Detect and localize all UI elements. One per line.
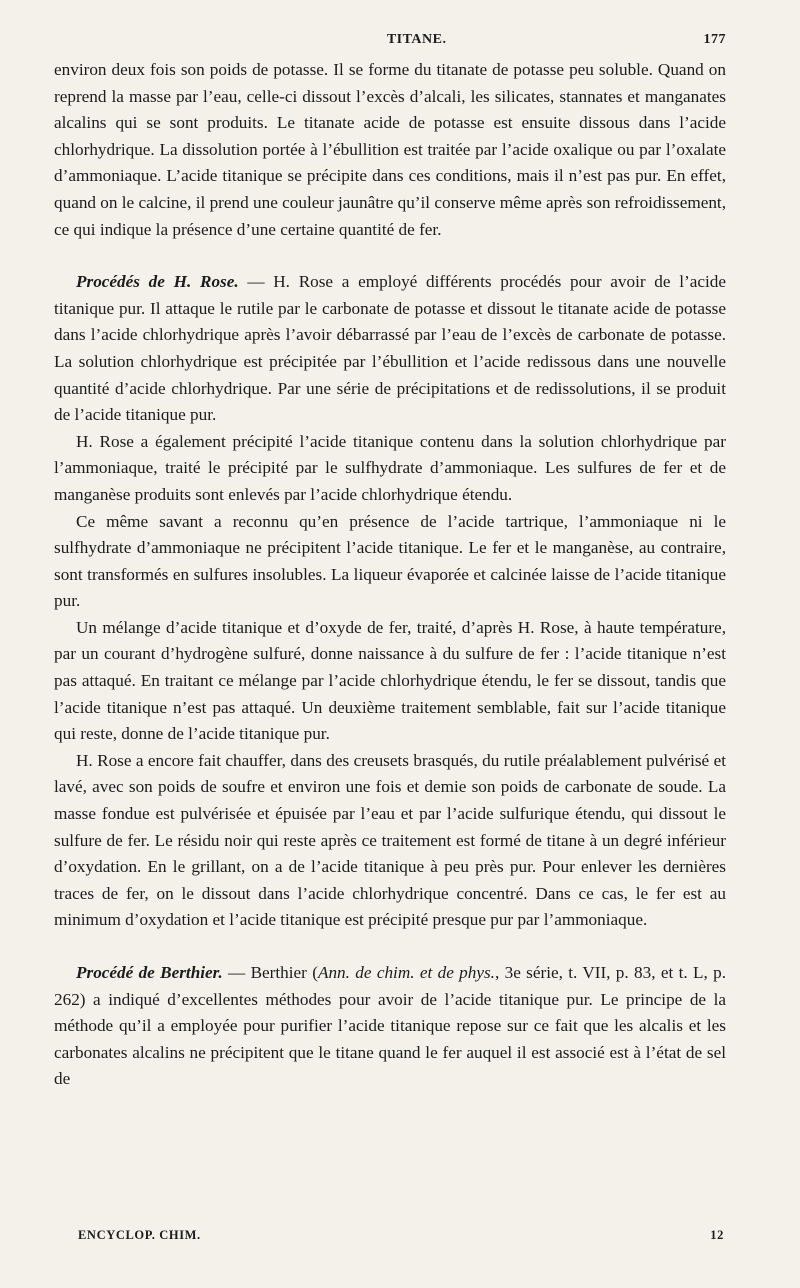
section-heading-berthier: Procédé de Berthier. (76, 963, 223, 982)
running-title: TITANE. (386, 32, 447, 47)
paragraph-berthier-intro: — Berthier ( (222, 963, 318, 982)
page-header (54, 32, 726, 54)
signature-mark: ENCYCLOP. CHIM. (78, 1228, 201, 1242)
section-heading-rose: Procédés de H. Rose. (76, 272, 239, 292)
paragraph-berthier-text: , 3e série, t. VII, p. 83, et t. L, p. 262) a indiqué d’excellentes méthodes pour avoir de l’acide titanique pur. Le principe de la méthode qu’il a employée pour purifier l’acide titanique repose sur ce fait que les alcalis et les carbonates alcalins ne précipitent que le titane quand le fer auquel il est associé est à l’état de sel de (54, 963, 727, 1089)
page-footer (78, 1228, 724, 1243)
citation-journal: Ann. de chim. et de phys. (317, 963, 495, 982)
paragraph-rose-text: — H. Rose a employé différents procédés pour avoir de l’acide titanique pur. Il attaque le rutile par le carbonate de potasse et dissout le titanate acide de potasse dans l’acide chlorhydrique après l’avoir débarrassé par l’eau de l’excès de carbonate de potasse. La solution chlorhydrique est précipitée par l’ébullition et l’acide redissous dans une nouvelle quantité d’acide chlorhydrique. Par une série de précipitations et de redissolutions, il se produit de l’acide titanique pur. (54, 272, 726, 425)
paragraph-4: Ce même savant a reconnu qu’en présence de l’acide tartrique, l’ammoniaque ni le sulfhydrate d’ammoniaque ne précipitent l’acide titanique. Le fer et le manganèse, au contraire, sont transformés en sulfures insolubles. La liqueur évaporée et calcinée laisse de l’acide titanique pur. (54, 511, 726, 611)
paragraph-1: environ deux fois son poids de potasse. Il se forme du titanate de potasse peu soluble. Quand on reprend la masse par l’eau, celle-ci dissout l’excès d’alcali, les silicates, stannates et manganates alcalins qui se sont produits. Le titanate acide de potasse est ensuite dissous dans l’acide chlorhydrique. La dissolution portée à l’ébullition est traitée par l’acide oxalique ou par l’oxalate d’ammoniaque. L’acide titanique se précipite dans ces conditions, mais il n’est pas pur. En effet, quand on le calcine, il prend une couleur jaunâtre qu’il conserve même après son refroidissement, ce qui indique la présence d’une certaine quantité de fer. (54, 60, 726, 239)
page-number: 177 (703, 32, 726, 47)
paragraph-6: H. Rose a encore fait chauffer, dans des creusets brasqués, du rutile préalablement pulvérisé et lavé, avec son poids de soufre et environ une fois et demie son poids de carbonate de soude. La masse fondue est pulvérisée et épuisée par l’eau et par l’acide sulfurique étendu, qui dissout le sulfure de fer. Le résidu noir qui reste après ce traitement est formé de titane à un degré inférieur d’oxydation. En le grillant, on a de l’acide titanique à peu près pur. Pour enlever les dernières traces de fer, on le dissout dans l’acide chlorhydrique concentré. Dans ce cas, le fer est au minimum d’oxydation et l’acide titanique est précipité presque pur par l’ammoniaque. (54, 750, 726, 930)
body-text (54, 57, 726, 1093)
signature-number: 12 (710, 1228, 724, 1242)
paragraph-5: Un mélange d’acide titanique et d’oxyde de fer, traité, d’après H. Rose, à haute température, par un courant d’hydrogène sulfuré, donne naissance à du sulfure de fer : l’acide titanique n’est pas attaqué. En traitant ce mélange par l’acide chlorhydrique étendu, le fer se dissout, tandis que l’acide titanique n’est pas attaqué. Un deuxième traitement semblable, fait sur l’acide titanique qui reste, donne de l’acide titanique pur. (54, 617, 726, 744)
paragraph-rose-procedures (54, 269, 726, 429)
paragraph-berthier-procedure (54, 960, 726, 1093)
paragraph-3: H. Rose a également précipité l’acide titanique contenu dans la solution chlorhydrique par l’ammoniaque, traité le précipité par le sulfhydrate d’ammoniaque. Les sulfures de fer et de manganèse produits sont enlevés par l’acide chlorhydrique étendu. (54, 431, 726, 504)
